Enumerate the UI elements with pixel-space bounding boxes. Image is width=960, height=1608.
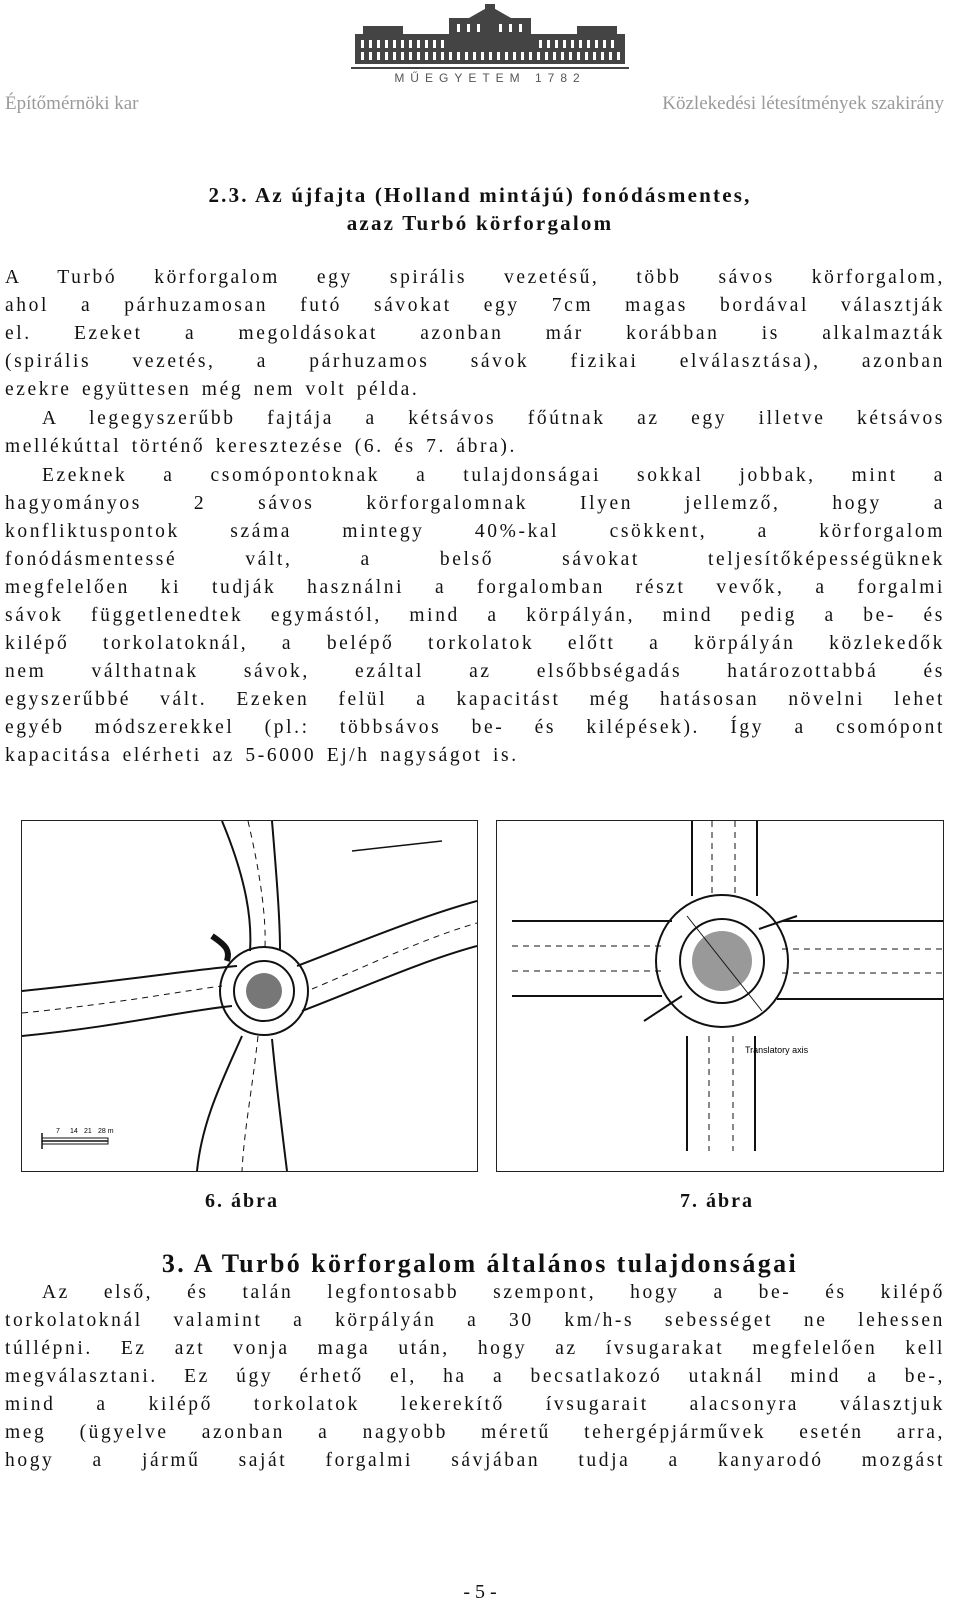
text-line: Az első, és talán legfontosabb szempont, hogy a be- és kilépő: [42, 1282, 945, 1303]
text-line: hagyományos 2 sávos körforgalomnak Ilyen jellemző, hogy a: [5, 493, 945, 514]
text-line: nem válthatnak sávok, ezáltal az elsőbbségadás határozottabbá és: [5, 661, 945, 682]
scale-label: 7: [56, 1128, 60, 1135]
university-logo: [349, 4, 631, 84]
section-2-3-title: 2.3. Az újfajta (Holland mintájú) fonódásmentes,: [208, 183, 752, 207]
header-specialization: Közlekedési létesítmények szakirány: [662, 93, 944, 114]
text-line: A legegyszerűbb fajtája a kétsávos főútnak az egy illetve kétsávos: [42, 408, 945, 429]
text-line: ahol a párhuzamosan futó sávokat egy 7cm magas bordával választják: [5, 295, 945, 316]
text-line: kapacitása elérheti az 5-6000 Ej/h nagyságot is.: [5, 745, 519, 766]
text-line: meg (ügyelve azonban a nagyobb méretű tehergépjárművek esetén arra,: [5, 1422, 945, 1443]
page-number: - 5 -: [463, 1581, 497, 1603]
translatory-axis-label: Translatory axis: [745, 1045, 809, 1055]
figure-6-roundabout-drawing: [21, 820, 478, 1172]
section-2-3-subtitle: azaz Turbó körforgalom: [346, 211, 614, 235]
text-line: A Turbó körforgalom egy spirális vezetésű, több sávos körforgalom,: [5, 267, 945, 288]
text-line: hogy a jármű saját forgalmi sávjában tudja a kanyarodó mozgást: [5, 1450, 945, 1471]
text-line: túllépni. Ez azt vonja maga után, hogy az ívsugarakat megfelelően kell: [5, 1338, 945, 1359]
scale-label: 21: [84, 1128, 92, 1135]
text-line: el. Ezeket a megoldásokat azonban már korábban is alkalmazták: [5, 323, 945, 344]
figure-7-caption: 7. ábra: [680, 1190, 754, 1212]
text-line: sávok függetlenedtek egymástól, mind a körpályán, mind pedig a be- és: [5, 605, 945, 626]
text-line: megválasztani. Ez úgy érhető el, ha a becsatlakozó utaknál mind a be-,: [5, 1366, 945, 1387]
text-line: mellékúttal történő keresztezése (6. és 7. ábra).: [5, 436, 517, 457]
text-line: konfliktuspontok száma mintegy 40%-kal csökkent, a körforgalom: [5, 521, 945, 542]
text-line: Ezeknek a csomópontoknak a tulajdonságai sokkal jobbak, mint a: [42, 465, 945, 486]
text-line: ezekre együttesen még nem volt példa.: [5, 379, 420, 400]
header-faculty: Építőmérnöki kar: [5, 93, 139, 114]
text-line: egyszerűbbé vált. Ezeken felül a kapacitást még hatásosan növelni lehet: [5, 689, 945, 710]
text-line: egyéb módszerekkel (pl.: többsávos be- és kilépések). Így a csomópont: [5, 717, 945, 738]
figure-7-roundabout-drawing: [496, 820, 944, 1172]
text-line: megfelelően ki tudják használni a forgalomban részt vevők, a forgalmi: [5, 577, 945, 598]
text-line: fonódásmentessé vált, a belső sávokat teljesítőképességüknek: [5, 549, 945, 570]
scale-label: 28 m: [98, 1128, 114, 1135]
text-line: kilépő torkolatoknál, a belépő torkolatok előtt a körpályán közlekedők: [5, 633, 945, 654]
text-line: (spirális vezetés, a párhuzamos sávok fizikai elválasztása), azonban: [5, 351, 945, 372]
logo-text: MŰEGYETEM 1782: [394, 71, 586, 84]
figure-6-caption: 6. ábra: [205, 1190, 279, 1212]
text-line: torkolatoknál valamint a körpályán a 30 km/h-s sebességet ne lehessen: [5, 1310, 945, 1331]
text-line: mind a kilépő torkolatok lekerekítő ívsugarait alacsonyra választjuk: [5, 1394, 945, 1415]
scale-label: 14: [70, 1128, 78, 1135]
section-3-title: 3. A Turbó körforgalom általános tulajdonságai: [161, 1249, 799, 1278]
